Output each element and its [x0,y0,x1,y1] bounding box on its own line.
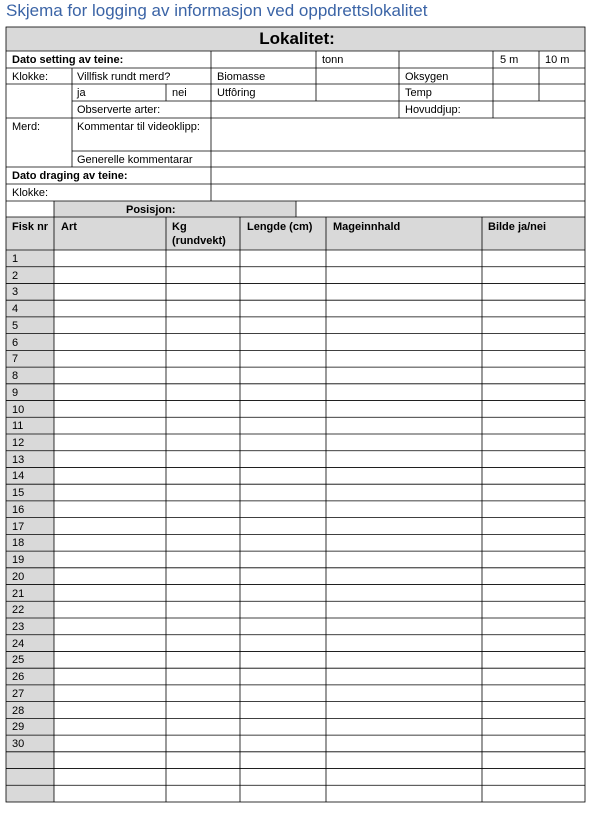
fish-number-cell: 30 [12,738,25,751]
fish-number-cell: 12 [12,437,25,449]
fish-number-cell: 8 [12,370,19,383]
video-comment-label: Kommentar til videoklipp: [77,121,200,133]
fish-number-cell: 1 [12,253,19,265]
depth-5m-label: 5 m [500,54,519,66]
fish-number-cell: 24 [12,637,25,650]
fish-number-cell: 26 [12,671,25,684]
yes-option: ja [77,87,86,99]
fish-number-cell: 10 [12,403,25,416]
general-comments-label: Generelle kommentarar [77,154,193,166]
temp-label: Temp [405,87,432,99]
fish-number-cell: 4 [12,303,19,316]
pen-label: Merd: [12,121,41,133]
fish-number-cell: 19 [12,554,25,567]
locality-header: Lokalitet: [259,29,335,48]
header-fish-number: Fisk nr [12,221,49,233]
hauling-date-label: Dato draging av teine: [12,170,128,182]
fish-number-cell: 17 [12,520,25,533]
no-option: nei [172,87,187,99]
fish-number-cell: 14 [12,470,25,483]
fish-number-cell: 5 [12,319,19,332]
position-label: Posisjon: [126,204,176,216]
depth-10m-label: 10 m [545,54,570,66]
fish-number-cell: 3 [12,286,19,299]
fish-number-cell: 25 [12,654,25,667]
fish-number-cell: 9 [12,386,19,399]
header-species: Art [61,221,77,233]
fish-number-cell: 20 [12,570,25,583]
fish-number-cell: 11 [12,420,24,433]
fish-number-cell: 22 [12,604,25,617]
biomass-label: Biomasse [217,71,266,83]
wild-fish-label: Villfisk rundt merd? [77,71,171,83]
main-depth-label: Hovuddjup: [405,104,461,116]
header-photo: Bilde ja/nei [488,221,547,233]
header-length: Lengde (cm) [247,221,313,233]
fish-number-cell: 27 [12,687,25,700]
fish-number-cell: 21 [12,587,25,600]
hauling-time-label: Klokke: [12,187,49,199]
setting-time-label: Klokke: [12,71,49,83]
observed-species-label: Observerte arter: [77,104,161,116]
header-weight: Kg (rundvekt) [172,221,226,247]
fish-number-cell: 6 [12,336,19,349]
header-stomach-content: Mageinnhald [333,221,401,233]
tonn-unit: tonn [322,54,344,66]
fish-number-cell: 7 [12,353,19,366]
fish-number-cell: 23 [12,621,25,633]
feeding-label: Utfôring [217,87,256,99]
fish-number-cell: 13 [12,453,25,466]
fish-number-cell: 2 [12,269,19,282]
setting-date-label: Dato setting av teine: [12,54,124,66]
fish-number-cell: 28 [12,704,25,717]
fish-number-cell: 29 [12,721,25,734]
document-title: Skjema for logging av informasjon ved oppdrettslokalitet [6,1,428,20]
fish-number-cell: 16 [12,503,25,516]
fish-number-cell: 15 [12,487,25,500]
table-row-lines [6,267,585,786]
fish-number-cell: 18 [12,537,25,550]
oxygen-label: Oksygen [405,71,449,83]
form-lines [6,27,585,802]
